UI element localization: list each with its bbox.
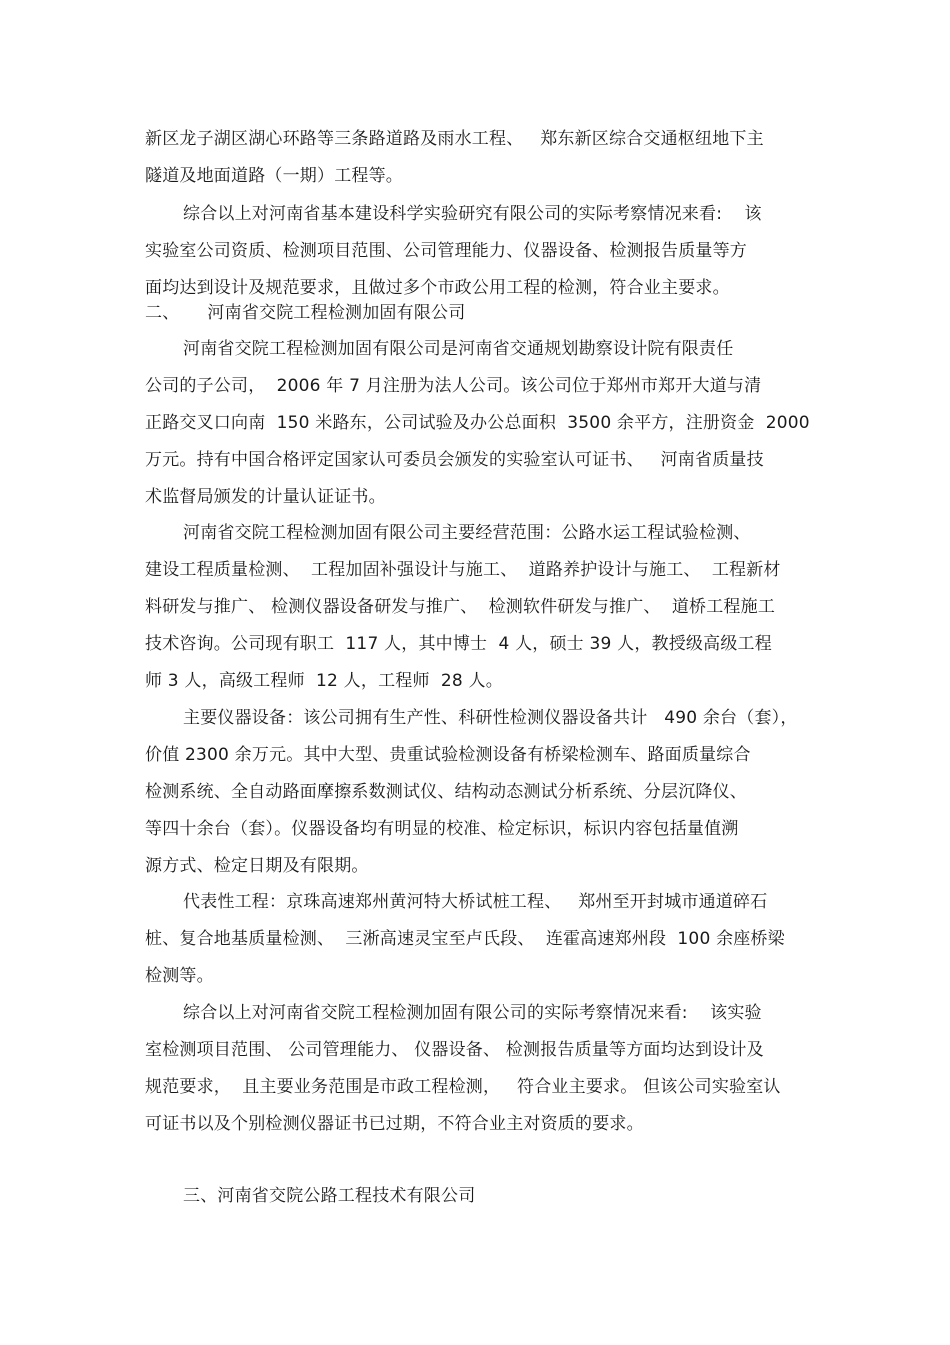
text-line: 隧道及地面道路（一期）工程等。 (145, 166, 403, 186)
section-heading: 三、河南省交院公路工程技术有限公司 (183, 1186, 476, 1206)
text-line: 新区龙子湖区湖心环路等三条路道路及雨水工程、 郑东新区综合交通枢纽地下主 (145, 129, 764, 149)
text-line: 源方式、检定日期及有限期。 (145, 856, 369, 876)
text-line: 桩、复合地基质量检测、 三淅高速灵宝至卢氏段、 连霍高速郑州段 100 余座桥梁 (145, 929, 785, 949)
text-line: 料研发与推广、 检测仪器设备研发与推广、 检测软件研发与推广、 道桥工程施工 (145, 597, 776, 617)
section-heading: 二、 河南省交院工程检测加固有限公司 (145, 303, 466, 323)
text-line: 技术咨询。公司现有职工 117 人，其中博士 4 人，硕士 39 人，教授级高级工程 (145, 634, 772, 654)
text-line: 主要仪器设备：该公司拥有生产性、科研性检测仪器设备共计 490 余台（套）， (183, 708, 798, 728)
text-line: 实验室公司资质、检测项目范围、公司管理能力、仪器设备、检测报告质量等方 (145, 241, 747, 261)
text-line: 建设工程质量检测、 工程加固补强设计与施工、 道路养护设计与施工、 工程新材 (145, 560, 781, 580)
text-line: 综合以上对河南省基本建设科学实验研究有限公司的实际考察情况来看: 该 (183, 204, 762, 224)
text-line: 正路交叉口向南 150 米路东，公司试验及办公总面积 3500 余平方，注册资金 2000 (145, 413, 810, 433)
text-line: 检测系统、全自动路面摩擦系数测试仪、结构动态测试分析系统、分层沉降仪、 (145, 782, 747, 802)
text-line: 综合以上对河南省交院工程检测加固有限公司的实际考察情况来看: 该实验 (183, 1003, 762, 1023)
text-line: 价值 2300 余万元。其中大型、贵重试验检测设备有桥梁检测车、路面质量综合 (145, 745, 751, 765)
text-line: 术监督局颁发的计量认证证书。 (145, 487, 386, 507)
text-line: 室检测项目范围、 公司管理能力、 仪器设备、 检测报告质量等方面均达到设计及 (145, 1040, 764, 1060)
text-line: 等四十余台（套）。仪器设备均有明显的校准、检定标识，标识内容包括量值溯 (145, 819, 739, 839)
text-line: 规范要求， 且主要业务范围是市政工程检测， 符合业主要求。 但该公司实验室认 (145, 1077, 781, 1097)
text-line: 检测等。 (145, 966, 214, 986)
text-line: 师 3 人，高级工程师 12 人，工程师 28 人。 (145, 671, 503, 691)
text-line: 面均达到设计及规范要求，且做过多个市政公用工程的检测，符合业主要求。 (145, 278, 730, 298)
text-line: 公司的子公司， 2006 年 7 月注册为法人公司。该公司位于郑州市郑开大道与清 (145, 376, 762, 396)
text-line: 河南省交院工程检测加固有限公司是河南省交通规划勘察设计院有限责任 (183, 339, 734, 359)
text-line: 河南省交院工程检测加固有限公司主要经营范围：公路水运工程试验检测、 (183, 523, 751, 543)
text-line: 万元。持有中国合格评定国家认可委员会颁发的实验室认可证书、 河南省质量技 (145, 450, 764, 470)
text-line: 代表性工程：京珠高速郑州黄河特大桥试桩工程、 郑州至开封城市通道碎石 (183, 892, 768, 912)
text-line: 可证书以及个别检测仪器证书已过期，不符合业主对资质的要求。 (145, 1114, 644, 1134)
